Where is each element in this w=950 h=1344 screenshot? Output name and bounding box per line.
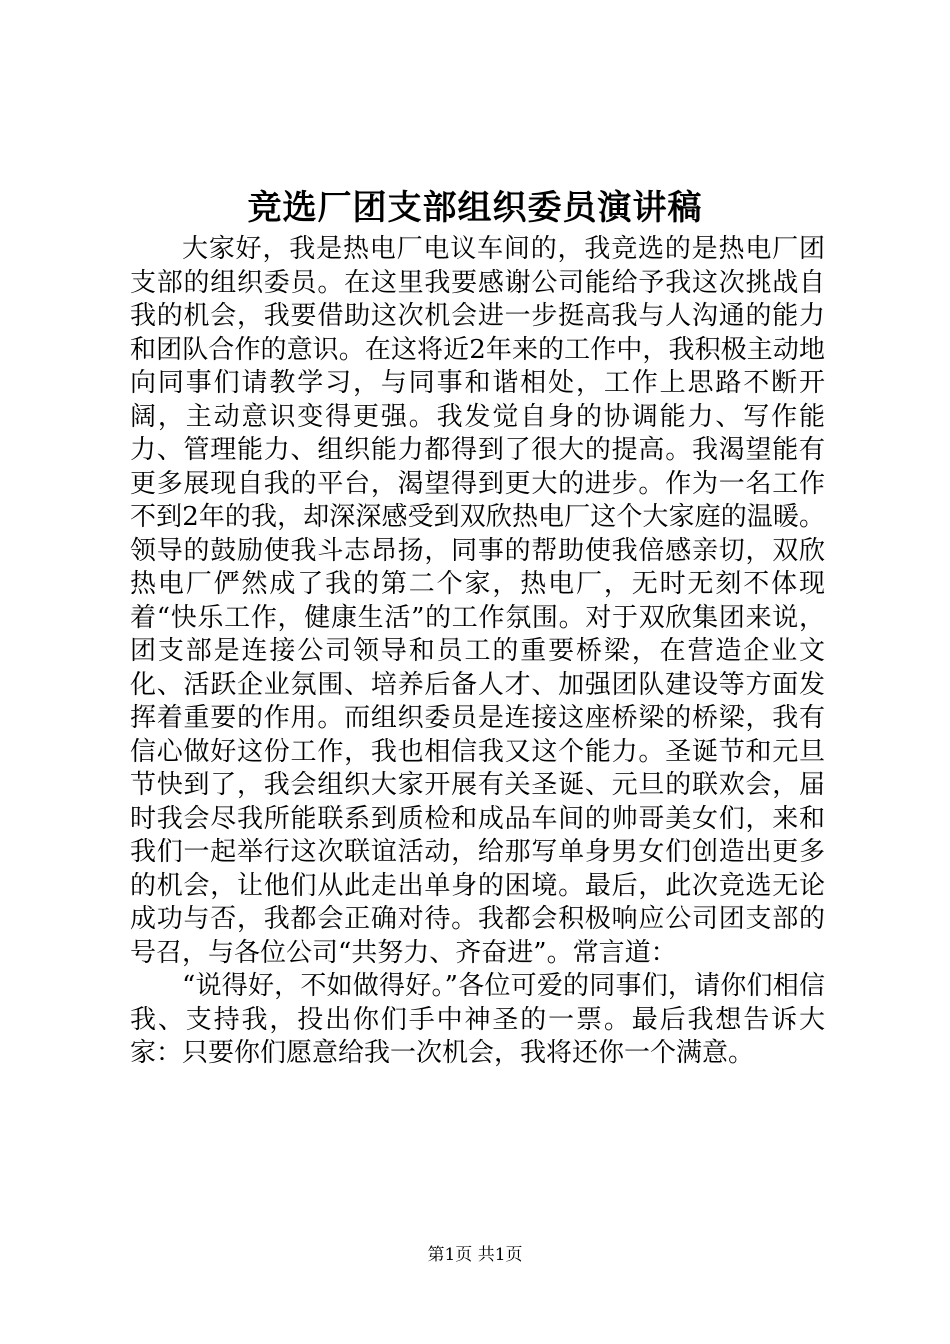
body-paragraph: 大家好，我是热电厂电议车间的，我竞选的是热电厂团支部的组织委员。在这里我要感谢公司能给予我这次挑战自我的机会，我要借助这次机会进一步挺高我与人沟通的能力和团队合作的意识。在这将近2年来的工作中，我积极主动地向同事们请教学习，与同事和谐相处，工作上思路不断开阔，主动意识变得更强。我发觉自身的协调能力、写作能力、管理能力、组织能力都得到了很大的提高。我渴望能有更多展现自我的平台，渴望得到更大的进步。作为一名工作不到2年的我，却深深感受到双欣热电厂这个大家庭的温暖。领导的鼓励使我斗志昂扬，同事的帮助使我倍感亲切，双欣热电厂俨然成了我的第二个家，热电厂，无时无刻不体现着“快乐工作，健康生活”的工作氛围。对于双欣集团来说，团支部是连接公司领导和员工的重要桥梁，在营造企业文化、活跃企业氛围、培养后备人才、加强团队建设等方面发挥着重要的作用。而组织委员是连接这座桥梁的桥梁，我有信心做好这份工作，我也相信我又这个能力。圣诞节和元旦节快到了，我会组织大家开展有关圣诞、元旦的联欢会，届时我会尽我所能联系到质检和成品车间的帅哥美女们，来和我们一起举行这次联谊活动，给那写单身男女们创造出更多的机会，让他们从此走出单身的困境。最后，此次竞选无论成功与否，我都会正确对待。我都会积极响应公司团支部的号召，与各位公司“共努力、齐奋进”。常言道： (130, 234, 825, 968)
document-title: 竞选厂团支部组织委员演讲稿 (247, 188, 703, 228)
page-footer: 第1页 共1页 (427, 1245, 523, 1265)
document-body (130, 233, 825, 1071)
body-paragraph: “说得好，不如做得好。”各位可爱的同事们，请你们相信我、支持我，投出你们手中神圣的一票。最后我想告诉大家：只要你们愿意给我一次机会，我将还你一个满意。 (130, 971, 825, 1068)
